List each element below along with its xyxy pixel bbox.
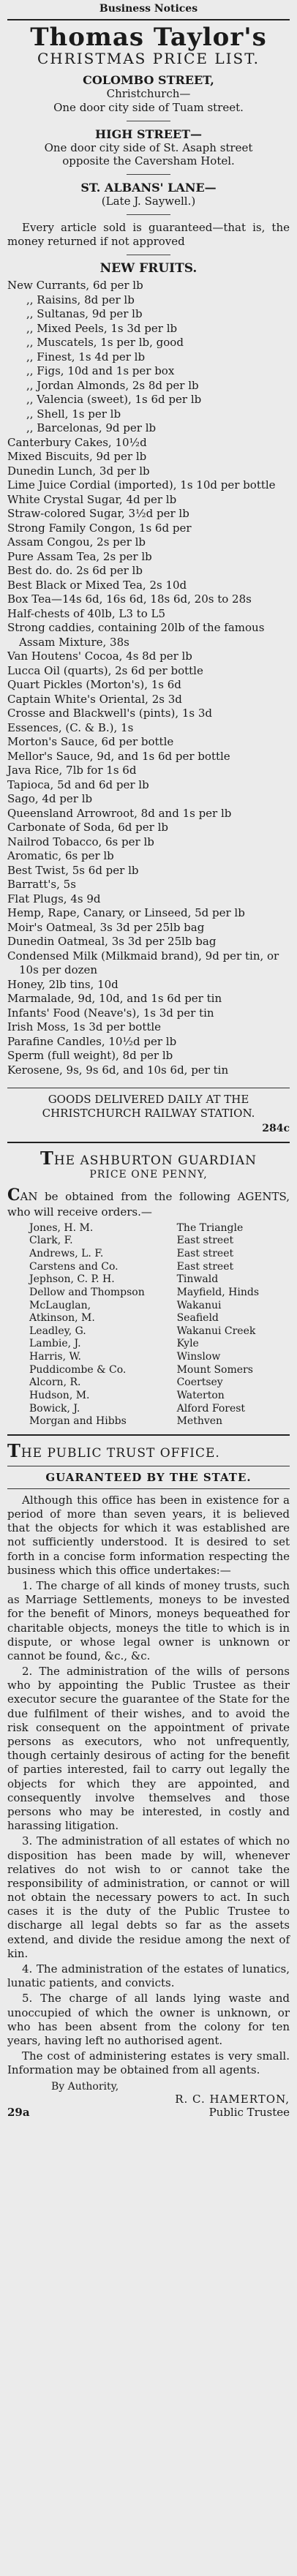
agent-row [7, 1300, 290, 1313]
agent-name: Dellow and Thompson [29, 1286, 145, 1298]
price-list-item: Pure Assam Tea, 2s per lb [7, 549, 152, 563]
price-list-item: Essences, (C. & B.), 1s [7, 720, 134, 734]
guardian-advertisement [7, 1148, 290, 1428]
agent-row [7, 1325, 290, 1338]
agent-row [7, 1376, 290, 1390]
trust-by-authority: By Authority, [51, 2080, 119, 2093]
agent-place: Winslow [176, 1351, 221, 1363]
agent-place: East street [176, 1235, 234, 1247]
agent-place: Coertsey [176, 1376, 223, 1389]
divider [7, 1434, 290, 1436]
price-list-item: Barratt's, 5s [7, 878, 76, 892]
price-list-item: ,, Shell, 1s per lb [26, 407, 121, 421]
guardian-title-initial: T [40, 1147, 54, 1169]
divider [127, 214, 170, 215]
colombo-note: One door city side of Tuam street. [53, 100, 244, 114]
agent-name: Morgan and Hibbs [29, 1415, 127, 1428]
agent-row [7, 1248, 290, 1261]
agent-place: Methven [176, 1415, 223, 1428]
agent-place: Wakanui Creek [176, 1325, 256, 1337]
advert-subtitle: CHRISTMAS PRICE LIST. [37, 50, 260, 67]
trust-point: 3. The administration of all estates of which no disposition has been made by will, whenever relatives do not wish to or cannot take the responsibility of administration, or cannot or will not obtain the necessary powers to act. In such cases it is the duty of the Public Trustee to discharge all legal debts so far as the assets extend, and divide the residue among the next of kin. [7, 1834, 290, 1960]
price-list-item: Mixed Biscuits, 9d per lb [7, 450, 147, 464]
price-list-item: Sago, 4d per lb [7, 792, 93, 806]
price-list-item: Best do. do. 2s 6d per lb [7, 564, 143, 578]
price-list-item: Morton's Sauce, 6d per bottle [7, 735, 174, 749]
advert-title: Thomas Taylor's [30, 23, 267, 52]
guardian-title [7, 1148, 290, 1169]
price-list-item: Aromatic, 6s per lb [7, 849, 114, 863]
trust-title-rest: HE PUBLIC TRUST OFFICE. [20, 1445, 220, 1461]
trust-point: The cost of administering estates is very small. Information may be obtained from all agents. [7, 2049, 290, 2077]
albans-note: (Late J. Saywell.) [101, 195, 196, 208]
agent-row [7, 1415, 290, 1428]
price-list-item: Nailrod Tobacco, 6s per lb [7, 835, 154, 848]
agent-name: Atkinson, M. [29, 1312, 95, 1325]
agent-place: Tinwald [176, 1273, 219, 1286]
price-list-item: Quart Pickles (Morton's), 1s 6d [7, 678, 181, 692]
agent-name: Puddicombe & Co. [29, 1363, 127, 1376]
price-list-item: ,, Raisins, 8d per lb [26, 293, 135, 306]
agent-row [7, 1235, 290, 1248]
price-list-item: Crosse and Blackwell's (pints), 1s 3d [7, 707, 213, 720]
price-list-item: Assam Congou, 2s per lb [7, 535, 146, 549]
colombo-city: Christchurch— [106, 87, 191, 100]
trust-signature-row [7, 2081, 290, 2093]
agent-name: Jones, H. M. [29, 1221, 94, 1234]
guardian-price: PRICE ONE PENNY, [89, 1168, 208, 1180]
agent-place: The Triangle [176, 1221, 244, 1234]
price-list-item: Parafine Candles, 10½d per lb [7, 1034, 177, 1048]
price-list-item: Strong Family Congon, 1s 6d per [7, 521, 192, 535]
agent-place: Kyle [176, 1338, 199, 1350]
agent-row [7, 1338, 290, 1351]
guardian-intro [7, 1185, 290, 1219]
high-note-1: One door city side of St. Asaph street [44, 140, 253, 154]
price-list-item: Queensland Arrowroot, 8d and 1s per lb [7, 806, 232, 820]
trust-advertisement [7, 1440, 290, 2119]
delivery-notice: GOODS DELIVERED DAILY AT THE CHRISTCHURCH RAILWAY STATION. [42, 1093, 255, 1121]
trust-footer [7, 2106, 290, 2119]
trust-ref: 29a [7, 2105, 30, 2119]
price-list-item: White Crystal Sugar, 4d per lb [7, 492, 177, 506]
price-list-item: ,, Finest, 1s 4d per lb [26, 350, 146, 364]
divider [7, 1142, 290, 1143]
agent-name: Carstens and Co. [29, 1260, 119, 1273]
agent-place: Mayfield, Hinds [176, 1286, 259, 1298]
divider [127, 174, 170, 175]
fruits-heading: NEW FRUITS. [99, 261, 198, 276]
guardian-title-rest: HE ASHBURTON GUARDIAN [53, 1153, 257, 1168]
trust-point: 5. The charge of all lands lying waste and unoccupied of which the owner is unknown, or who has been absent from the colony for ten years, having left no authorised agent. [7, 1992, 290, 2047]
agent-row [7, 1287, 290, 1300]
price-list-item: Sperm (full weight), 8d per lb [7, 1049, 173, 1063]
trust-guaranteed: GUARANTEED BY THE STATE. [45, 1470, 252, 1484]
agent-place: East street [176, 1248, 234, 1260]
section-header: Business Notices [99, 3, 198, 15]
agent-row [7, 1273, 290, 1287]
price-list-item: Lucca Oil (quarts), 2s 6d per bottle [7, 663, 203, 677]
price-list-item: Honey, 2lb tins, 10d [7, 977, 119, 991]
price-list-item: Mellor's Sauce, 9d, and 1s 6d per bottle [7, 749, 230, 763]
agent-name: Clark, F. [29, 1235, 73, 1247]
agent-place: Mount Somers [176, 1363, 253, 1376]
trust-points [7, 1579, 290, 2078]
price-list-item: Strong caddies, containing 20lb of the famous Assam Mixture, 38s [7, 621, 265, 649]
price-list-item: Straw-colored Sugar, 3½d per lb [7, 507, 189, 521]
price-list-item: Marmalade, 9d, 10d, and 1s 6d per tin [7, 992, 222, 1006]
price-list-item: Dunedin Lunch, 3d per lb [7, 464, 150, 478]
price-list-item: ,, Jordan Almonds, 2s 8d per lb [26, 378, 199, 392]
high-street: HIGH STREET— [94, 127, 202, 141]
high-note-2: opposite the Caversham Hotel. [62, 154, 235, 168]
agent-place: Alford Forest [176, 1402, 246, 1415]
agent-place: East street [176, 1260, 234, 1273]
colombo-street: COLOMBO STREET, [83, 73, 214, 87]
agent-place: Seafield [176, 1312, 219, 1325]
agent-row [7, 1261, 290, 1274]
agent-row [7, 1390, 290, 1403]
trust-point: 4. The administration of the estates of lunatics, lunatic patients, and convicts. [7, 1962, 290, 1990]
price-list-item: Dunedin Oatmeal, 3s 3d per 25lb bag [7, 935, 217, 949]
price-list-item: Condensed Milk (Milkmaid brand), 9d per tin, or 10s per dozen [7, 949, 279, 977]
price-list-item: New Currants, 6d per lb [7, 279, 143, 293]
price-list-item: ,, Valencia (sweet), 1s 6d per lb [26, 393, 202, 407]
agent-row [7, 1222, 290, 1235]
agent-place: Waterton [176, 1389, 225, 1401]
guardian-intro-rest: AN be obtained from the following AGENTS, who will receive orders.— [7, 1189, 290, 1219]
divider [7, 1488, 290, 1489]
guardian-intro-initial: C [7, 1185, 20, 1205]
divider [7, 19, 290, 20]
taylor-advertisement [7, 3, 290, 1134]
trust-signature: R. C. HAMERTON, [175, 2092, 290, 2106]
agent-row [7, 1351, 290, 1364]
price-list-item: Van Houtens' Cocoa, 4s 8d per lb [7, 649, 192, 663]
price-list-item: Hemp, Rape, Canary, or Linseed, 5d per lb [7, 906, 245, 920]
trust-intro: Although this office has been in existence for a period of more than seven years, it is believed that the objects for which it was established are not sufficiently understood. It is desired to set forth in a concise form information respecting the business which this office undertakes:— [7, 1493, 290, 1577]
trust-point: 2. The administration of the wills of persons who by appointing the Public Trustee as their executor secure the guarantee of the State for the due fulfilment of their wishes, and to avoid the risk consequent on the appointment of private persons as executors, who not unfrequently, though certainly desirous of acting for the benefit of parties interested, fail to carry out legally the objects for which they are appointed, and consequently involve themselves and those persons who may be interested, in costly and harassing litigation. [7, 1665, 290, 1833]
price-list-item: Flat Plugs, 4s 9d [7, 892, 101, 905]
price-list [7, 279, 290, 1077]
price-list-item: Box Tea—14s 6d, 16s 6d, 18s 6d, 20s to 28s [7, 592, 252, 606]
trust-title-initial: T [7, 1439, 21, 1461]
price-list-item: Best Twist, 5s 6d per lb [7, 863, 139, 877]
trust-title [7, 1440, 290, 1461]
price-list-item: Best Black or Mixed Tea, 2s 10d [7, 578, 187, 592]
agent-name: Alcorn, R. [29, 1376, 81, 1389]
price-list-item: Carbonate of Soda, 6d per lb [7, 821, 168, 835]
agent-name: Leadley, G. [29, 1325, 86, 1337]
agent-row [7, 1364, 290, 1377]
agent-row [7, 1403, 290, 1416]
price-list-item: ,, Figs, 10d and 1s per box [26, 364, 175, 378]
advert-ref: 284c [262, 1122, 290, 1134]
agent-name: Harris, W. [29, 1351, 81, 1363]
price-list-item: Lime Juice Cordial (imported), 1s 10d per bottle [7, 478, 276, 492]
agents-body [7, 1222, 290, 1428]
price-list-item: Kerosene, 9s, 9s 6d, and 10s 6d, per tin [7, 1063, 229, 1077]
trust-office: Public Trustee [208, 2105, 290, 2119]
price-list-item: ,, Sultanas, 9d per lb [26, 307, 143, 321]
agent-name: McLauglan, [29, 1299, 91, 1311]
agent-name: Lambie, J. [29, 1338, 81, 1350]
price-list-item: Moir's Oatmeal, 3s 3d per 25lb bag [7, 920, 205, 934]
price-list-item: ,, Mixed Peels, 1s 3d per lb [26, 321, 178, 335]
albans-lane: ST. ALBANS' LANE— [80, 181, 217, 195]
agent-row [7, 1312, 290, 1325]
price-list-item: Captain White's Oriental, 2s 3d [7, 692, 182, 706]
price-list-item: Tapioca, 5d and 6d per lb [7, 777, 149, 791]
agent-name: Andrews, L. F. [29, 1248, 104, 1260]
agents-table [7, 1222, 290, 1428]
price-list-item: Infants' Food (Neave's), 1s 3d per tin [7, 1006, 214, 1020]
guarantee-text: Every article sold is guaranteed—that is, the money returned if not approved [7, 220, 290, 248]
price-list-item: Half-chests of 40lb, L3 to L5 [7, 606, 166, 620]
price-list-item: Canterbury Cakes, 10½d [7, 435, 147, 449]
price-list-item: ,, Muscatels, 1s per lb, good [26, 336, 184, 350]
agent-name: Jephson, C. P. H. [29, 1273, 115, 1286]
trust-point: 1. The charge of all kinds of money trusts, such as Marriage Settlements, moneys to be invested for the benefit of Minors, moneys bequeathed for charitable objects, moneys the title to which is in dispute, or whose legal owner is unknown or cannot be found, &c., &c. [7, 1578, 290, 1662]
agent-name: Bowick, J. [29, 1402, 80, 1415]
price-list-item: Java Rice, 7lb for 1s 6d [7, 764, 137, 777]
price-list-item: ,, Barcelonas, 9d per lb [26, 421, 157, 435]
price-list-item: Irish Moss, 1s 3d per bottle [7, 1020, 162, 1034]
agent-place: Wakanui [176, 1299, 222, 1311]
agent-name: Hudson, M. [29, 1389, 90, 1401]
